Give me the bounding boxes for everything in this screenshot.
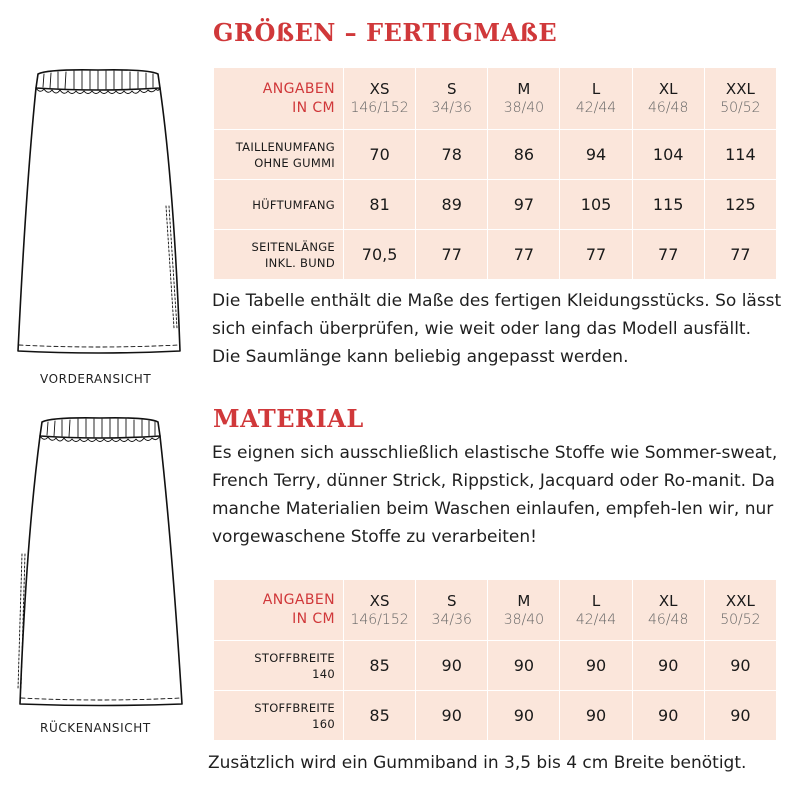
table-header-row [214,580,777,641]
size-name: XXL [725,591,755,610]
table-cell: 90 [632,691,704,741]
table-cell: 90 [488,641,560,691]
table-header-row [214,68,777,130]
skirt-front-illustration [14,66,186,362]
size-column-header [704,68,776,130]
table-cell: 85 [344,691,416,741]
table-cell: 94 [560,130,632,180]
size-range: 146/152 [350,611,409,628]
table-cell: 114 [704,130,776,180]
header-label [214,580,344,641]
row-label-line: 160 [312,716,335,731]
table-cell: 115 [632,180,704,230]
material-table [213,579,777,741]
header-label-line: IN CM [292,99,335,116]
table-cell: 70,5 [344,230,416,280]
skirt-back-illustration [14,414,186,710]
size-range: 42/44 [575,100,617,116]
size-name: M [517,591,531,610]
header-label-line: IN CM [292,611,335,627]
table-cell: 90 [416,641,488,691]
table-cell: 90 [560,641,632,691]
front-view-caption: VORDERANSICHT [40,372,152,386]
header-label-line: ANGABEN [262,80,335,97]
material-heading: MATERIAL [213,404,364,433]
size-column-header [704,580,776,641]
row-label-line: TAILLENUMFANG [235,139,335,154]
table-cell: 89 [416,180,488,230]
sizes-table [213,67,777,280]
size-range: 42/44 [575,611,617,628]
table-cell: 90 [704,691,776,741]
size-column-header [488,68,560,130]
sizes-description: Die Tabelle enthält die Maße des fertigen Kleidungsstücks. So lässt sich einfach überprüfen, wie weit oder lang das Modell ausfällt. Die Saumlänge kann beliebig angepasst werden. [212,291,782,367]
table-cell: 85 [344,641,416,691]
table-cell: 70 [344,130,416,180]
size-column-header [560,68,632,130]
table-cell: 81 [344,180,416,230]
size-name: M [517,80,531,98]
size-column-header [632,580,704,641]
size-name: XL [658,591,678,610]
row-label-line: STOFFBREITE [254,700,335,715]
size-name: S [446,80,457,98]
row-label-line: 140 [312,666,335,681]
table-row [214,230,777,280]
table-cell: 86 [488,130,560,180]
table-cell: 90 [488,691,560,741]
size-range: 46/48 [648,100,689,116]
size-column-header [416,68,488,130]
size-name: XL [658,80,678,98]
size-column-header [344,68,416,130]
table-cell: 90 [560,691,632,741]
table-cell: 90 [704,641,776,691]
header-label [214,68,344,130]
row-label-line: HÜFTUMFANG [252,197,335,212]
size-range: 38/40 [503,611,545,628]
size-column-header [488,580,560,641]
sizes-heading: GRÖßEN – FERTIGMAßE [213,18,558,47]
size-range: 34/36 [431,611,472,628]
size-name: XS [369,80,390,98]
row-label-line: STOFFBREITE [254,650,335,665]
row-label [214,691,344,741]
table-cell: 97 [488,180,560,230]
table-row [214,641,777,691]
size-range: 34/36 [431,100,472,116]
size-name: XS [369,591,390,610]
table-cell: 90 [416,691,488,741]
row-label-line: OHNE GUMMI [254,155,335,170]
back-view-caption: RÜCKENANSICHT [40,721,151,735]
size-name: S [446,591,457,610]
size-column-header [344,580,416,641]
table-cell: 90 [632,641,704,691]
row-label [214,641,344,691]
size-range: 146/152 [350,100,409,116]
table-cell: 77 [416,230,488,280]
row-label-line: SEITENLÄNGE [251,239,335,254]
row-label [214,130,344,180]
elastic-note: Zusätzlich wird ein Gummiband in 3,5 bis 4 cm Breite benötigt. [208,753,747,773]
table-row [214,180,777,230]
size-name: XXL [725,80,755,98]
table-cell: 104 [632,130,704,180]
size-name: L [591,80,601,98]
row-label [214,180,344,230]
material-description: Es eignen sich ausschließlich elastische Stoffe wie Sommer-sweat, French Terry, dünner Strick, Rippstick, Jacquard oder Ro-manit. Da manche Materialien beim Waschen einlaufen, empfeh-len wir, nur vorgewaschene Stoffe zu verarbeiten! [212,443,778,547]
size-range: 50/52 [720,100,761,116]
size-column-header [632,68,704,130]
table-cell: 77 [488,230,560,280]
row-label-line: INKL. BUND [264,255,335,270]
table-cell: 105 [560,180,632,230]
size-name: L [591,591,601,610]
header-label-line: ANGABEN [262,592,335,608]
table-cell: 78 [416,130,488,180]
table-cell: 77 [632,230,704,280]
table-cell: 77 [704,230,776,280]
table-row [214,130,777,180]
size-range: 38/40 [503,100,545,116]
table-cell: 125 [704,180,776,230]
size-range: 50/52 [720,611,761,628]
table-cell: 77 [560,230,632,280]
size-range: 46/48 [648,611,689,628]
size-column-header [560,580,632,641]
size-column-header [416,580,488,641]
row-label [214,230,344,280]
table-row [214,691,777,741]
